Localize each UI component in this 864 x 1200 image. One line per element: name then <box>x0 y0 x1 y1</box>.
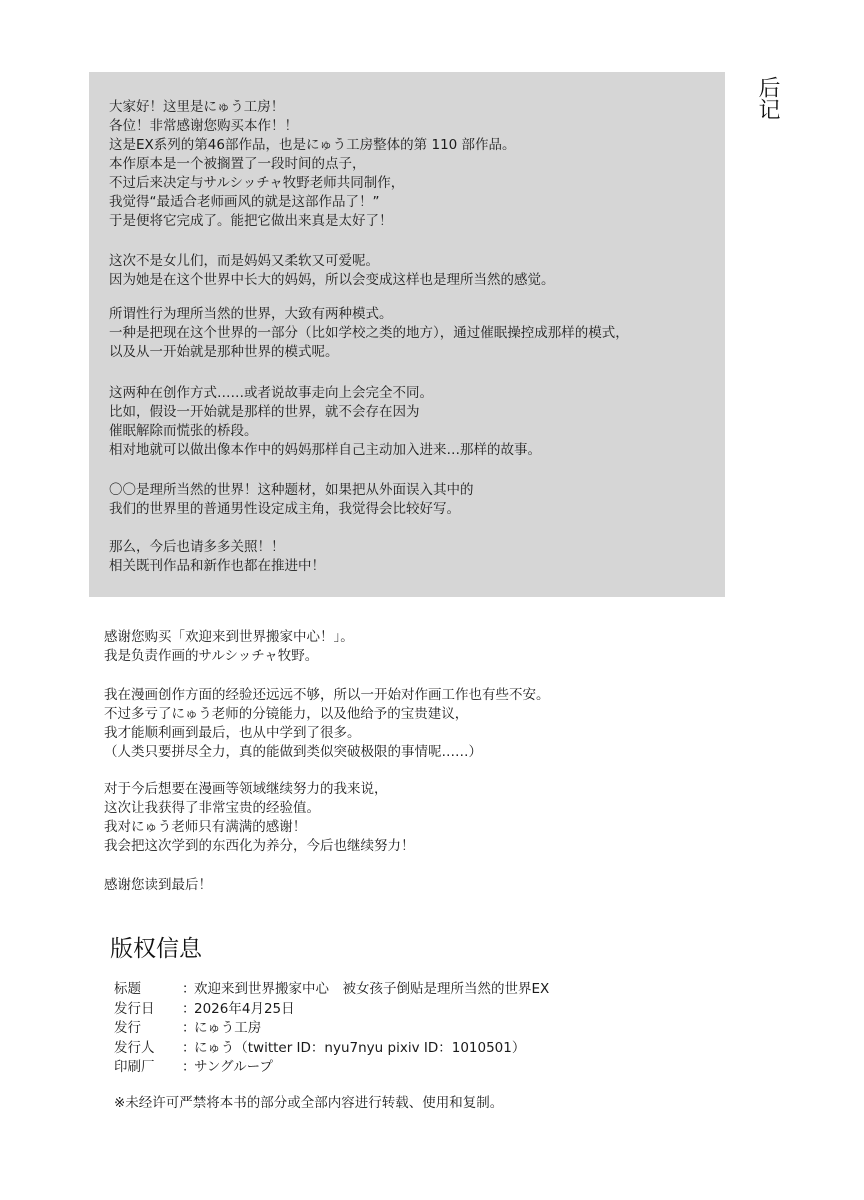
text-line: 这次让我获得了非常宝贵的经验值。 <box>104 800 320 816</box>
text-line: 我在漫画创作方面的经验还远远不够，所以一开始对作画工作也有些不安。 <box>104 687 550 703</box>
artist-note-paragraph-2 <box>104 686 550 762</box>
copyright-notice: ※未经许可严禁将本书的部分或全部内容进行转载、使用和复制。 <box>114 1095 504 1111</box>
copyright-colon: ： <box>182 1020 196 1036</box>
copyright-colon: ： <box>182 1000 196 1017</box>
copyright-key: 发行人 <box>114 1039 155 1056</box>
text-line: 这两种在创作方式……或者说故事走向上会完全不同。 <box>109 385 433 401</box>
text-line: 本作原本是一个被搁置了一段时间的点子， <box>109 156 366 172</box>
copyright-value: 欢迎来到世界搬家中心 被女孩子倒贴是理所当然的世界EX <box>194 981 550 997</box>
text-line: 那么，今后也请多多关照！！ <box>109 539 285 555</box>
text-line: 大家好！这里是にゅう工房！ <box>109 99 285 115</box>
copyright-value: にゅう工房 <box>194 1020 262 1036</box>
text-line: 因为她是在这个世界中长大的妈妈，所以会变成这样也是理所当然的感觉。 <box>109 272 555 288</box>
text-line: 我是负责作画的サルシッチャ牧野。 <box>104 648 319 664</box>
afterword-paragraph-5 <box>109 481 474 519</box>
copyright-table <box>114 980 549 1078</box>
copyright-row <box>114 980 549 1000</box>
copyright-colon: ： <box>182 1039 196 1056</box>
copyright-row <box>114 1019 549 1039</box>
afterword-paragraph-3 <box>109 305 629 362</box>
text-line: 比如，假设一开始就是那样的世界，就不会存在因为 <box>109 404 420 420</box>
copyright-value: にゅう（twitter ID：nyu7nyu pixiv ID：1010501） <box>194 1039 526 1056</box>
copyright-value: 2026年4月25日 <box>194 1000 295 1017</box>
text-line: 我们的世界里的普通男性设定成主角，我觉得会比较好写。 <box>109 501 460 517</box>
copyright-key: 印刷厂 <box>114 1059 155 1075</box>
afterword-paragraph-2 <box>109 252 555 290</box>
copyright-key: 标题 <box>114 981 141 997</box>
text-line: 对于今后想要在漫画等领域继续努力的我来说， <box>104 781 388 797</box>
text-line: 我会把这次学到的东西化为养分，今后也继续努力！ <box>104 838 415 854</box>
afterword-title: 后记 <box>755 76 780 120</box>
text-line: 所谓性行为理所当然的世界，大致有两种模式。 <box>109 306 393 322</box>
text-line: （人类只要拼尽全力，真的能做到类似突破极限的事情呢……） <box>104 744 482 760</box>
text-line: 催眠解除而慌张的桥段。 <box>109 423 258 439</box>
text-line: 这是EX系列的第46部作品，也是にゅう工房整体的第 110 部作品。 <box>109 137 516 153</box>
afterword-paragraph-4 <box>109 384 541 460</box>
artist-note-paragraph-3 <box>104 780 415 856</box>
text-line: 感谢您购买「欢迎来到世界搬家中心！」。 <box>104 629 354 645</box>
copyright-row <box>114 1058 549 1078</box>
text-line: 我觉得“最适合老师画风的就是这部作品了！” <box>109 194 380 210</box>
copyright-colon: ： <box>182 1059 196 1075</box>
text-line: 一种是把现在这个世界的一部分（比如学校之类的地方），通过催眠操控成那样的模式， <box>109 325 629 341</box>
artist-note-paragraph-1 <box>104 628 354 666</box>
copyright-heading: 版权信息 <box>110 936 202 962</box>
text-line: 以及从一开始就是那种世界的模式呢。 <box>109 344 339 360</box>
copyright-key: 发行日 <box>114 1000 155 1017</box>
copyright-key: 发行 <box>114 1020 141 1036</box>
copyright-value: サングループ <box>194 1059 273 1075</box>
text-line: 相关既刊作品和新作也都在推进中！ <box>109 558 325 574</box>
text-line: 不过多亏了にゅう老师的分镜能力，以及他给予的宝贵建议， <box>104 706 469 722</box>
artist-note-paragraph-4 <box>104 876 212 895</box>
copyright-row <box>114 1039 549 1059</box>
copyright-colon: ： <box>182 981 196 997</box>
text-line: 这次不是女儿们，而是妈妈又柔软又可爱呢。 <box>109 253 379 269</box>
afterword-paragraph-6 <box>109 538 325 576</box>
text-line: 各位！非常感谢您购买本作！！ <box>109 118 298 134</box>
copyright-row <box>114 1000 549 1020</box>
text-line: 〇〇是理所当然的世界！这种题材，如果把从外面误入其中的 <box>109 482 474 498</box>
text-line: 不过后来决定与サルシッチャ牧野老师共同制作， <box>109 175 405 191</box>
text-line: 感谢您读到最后！ <box>104 877 212 893</box>
afterword-paragraph-1 <box>109 98 516 231</box>
text-line: 相对地就可以做出像本作中的妈妈那样自己主动加入进来…那样的故事。 <box>109 442 541 458</box>
text-line: 我才能顺利画到最后，也从中学到了很多。 <box>104 725 361 741</box>
text-line: 于是便将它完成了。能把它做出来真是太好了！ <box>109 213 393 229</box>
text-line: 我对にゅう老师只有满满的感谢！ <box>104 819 307 835</box>
